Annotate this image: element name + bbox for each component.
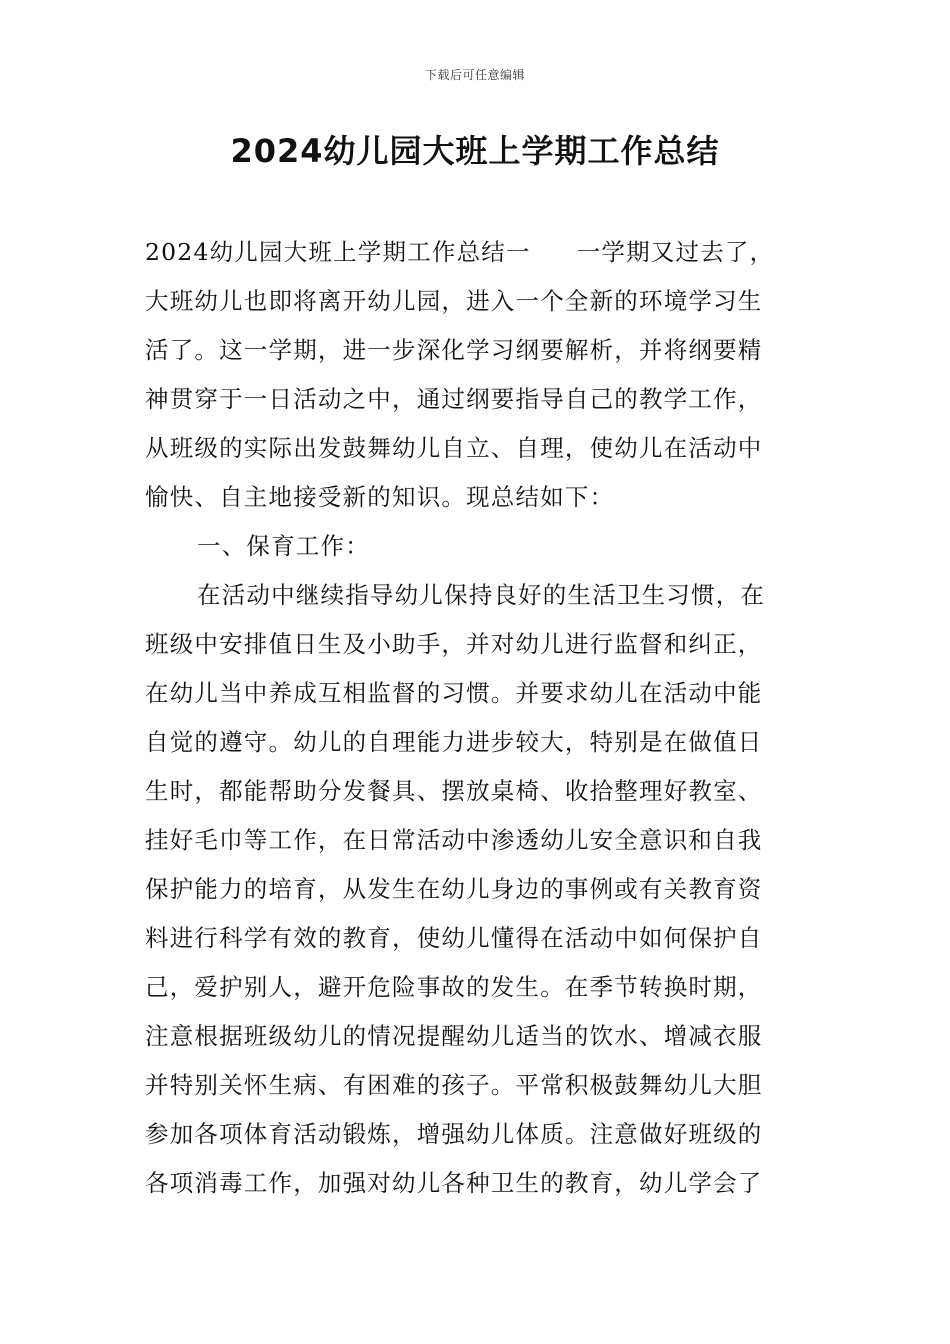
paragraph-line: 生时，都能帮助分发餐具、摆放桌椅、收拾整理好教室、	[145, 777, 763, 805]
paragraph-line	[145, 228, 810, 277]
paragraph-line: 并特别关怀生病、有困难的孩子。平常积极鼓舞幼儿大胆	[145, 1071, 763, 1099]
paragraph-line: 在活动中继续指导幼儿保持良好的生活卫生习惯，在	[197, 581, 766, 609]
intro-first-sentence: 一学期又过去了，	[576, 238, 775, 266]
paragraph-line: 愉快、自主地接受新的知识。现总结如下：	[145, 483, 615, 511]
paragraph-line: 自觉的遵守。幼儿的自理能力进步较大，特别是在做值日	[145, 728, 763, 756]
document-body	[145, 228, 810, 1208]
paragraph-line: 注意根据班级幼儿的情况提醒幼儿适当的饮水、增减衣服	[145, 1022, 763, 1050]
paragraph-line: 神贯穿于一日活动之中，通过纲要指导自己的教学工作，	[145, 385, 763, 413]
intro-heading: 2024幼儿园大班上学期工作总结一	[145, 238, 531, 266]
document-title: 2024幼儿园大班上学期工作总结	[230, 132, 720, 170]
paragraph-line: 料进行科学有效的教育，使幼儿懂得在活动中如何保护自	[145, 924, 763, 952]
paragraph-line: 活了。这一学期，进一步深化学习纲要解析，并将纲要精	[145, 336, 763, 364]
paragraph-line: 在幼儿当中养成互相监督的习惯。并要求幼儿在活动中能	[145, 679, 763, 707]
paragraph-line: 各项消毒工作，加强对幼儿各种卫生的教育，幼儿学会了	[145, 1169, 763, 1197]
paragraph-line: 己，爱护别人，避开危险事故的发生。在季节转换时期，	[145, 973, 763, 1001]
paragraph-line: 大班幼儿也即将离开幼儿园，进入一个全新的环境学习生	[145, 287, 763, 315]
section-heading: 一、保育工作：	[197, 532, 370, 560]
paragraph-line: 班级中安排值日生及小助手，并对幼儿进行监督和纠正，	[145, 630, 763, 658]
paragraph-line: 挂好毛巾等工作，在日常活动中渗透幼儿安全意识和自我	[145, 826, 763, 854]
header-note: 下载后可任意编辑	[424, 68, 525, 82]
paragraph-line: 从班级的实际出发鼓舞幼儿自立、自理，使幼儿在活动中	[145, 434, 763, 462]
paragraph-line: 保护能力的培育，从发生在幼儿身边的事例或有关教育资	[145, 875, 763, 903]
paragraph-line: 参加各项体育活动锻炼，增强幼儿体质。注意做好班级的	[145, 1120, 763, 1148]
